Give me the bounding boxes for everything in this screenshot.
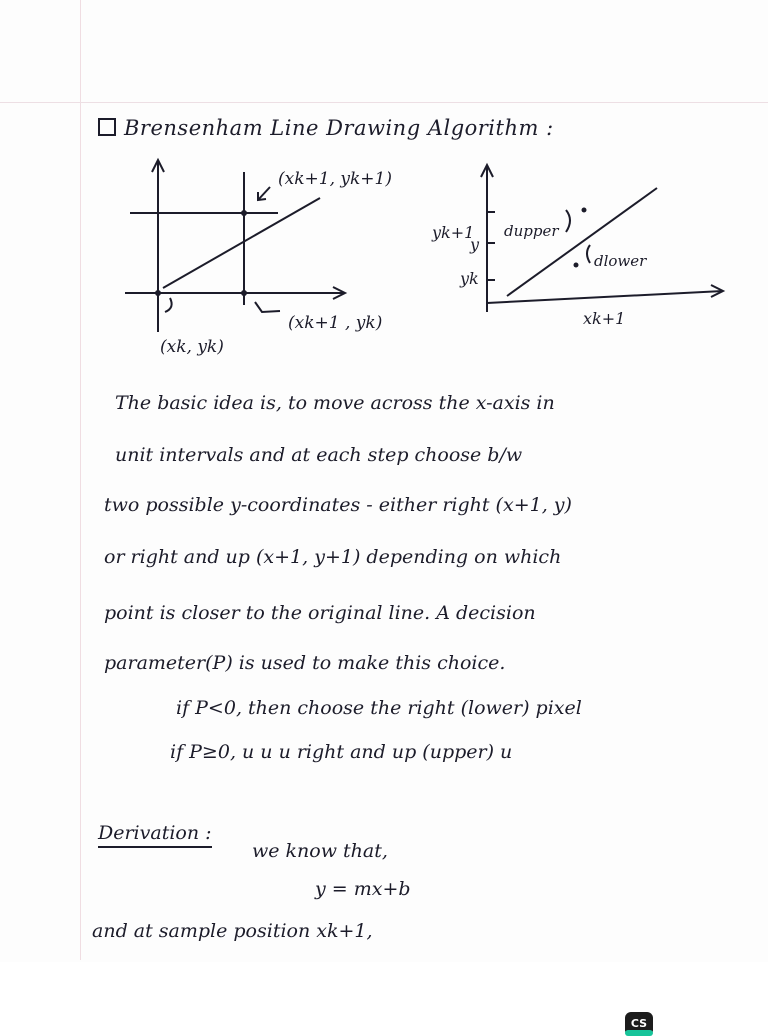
- label-dupper: dupper: [504, 222, 559, 240]
- brace-upper: [566, 210, 570, 232]
- arrow-origin-pointer: [165, 298, 172, 312]
- page-title: Brensenham Line Drawing Algorithm :: [98, 116, 554, 140]
- label-dlower: dlower: [594, 252, 647, 270]
- camscanner-logo-icon: [625, 1012, 653, 1036]
- derivation-heading: Derivation :: [98, 822, 212, 848]
- brand-label: CS: [630, 1017, 648, 1030]
- label-y: y: [470, 235, 480, 254]
- body-line-4: or right and up (x+1, y+1) depending on which: [104, 546, 562, 568]
- label-yk: yk: [460, 269, 479, 288]
- derivation-line-1: we know that,: [252, 840, 388, 862]
- derivation-equation: y = mx+b: [315, 878, 411, 900]
- body-line-2: unit intervals and at each step choose b/w: [115, 444, 523, 466]
- body-line-3: two possible y-coordinates - either right (x+1, y): [104, 494, 572, 516]
- body-line-1: The basic idea is, to move across the x-axis in: [115, 392, 555, 414]
- right-x-axis: [487, 291, 723, 303]
- arrow-top-pointer: [258, 187, 270, 200]
- right-line: [507, 188, 657, 296]
- brace-lower: [587, 245, 590, 263]
- body-line-8: if P≥0, u u u right and up (upper) u: [170, 741, 513, 763]
- upper-point: [241, 210, 247, 216]
- lower-pixel: [574, 263, 579, 268]
- body-line-6: parameter(P) is used to make this choice.: [104, 652, 506, 674]
- lower-point: [241, 290, 247, 296]
- label-right: (xk+1 , yk): [288, 313, 383, 333]
- label-yk1: yk+1: [432, 223, 475, 242]
- body-line-7: if P<0, then choose the right (lower) pixel: [176, 697, 582, 719]
- derivation-line-3: and at sample position xk+1,: [92, 920, 373, 942]
- arrow-right-pointer: [255, 302, 280, 312]
- body-line-5: point is closer to the original line. A decision: [104, 602, 536, 624]
- upper-pixel: [582, 208, 587, 213]
- label-top: (xk+1, yk+1): [278, 169, 392, 189]
- label-xk1: xk+1: [583, 309, 626, 328]
- label-origin: (xk, yk): [160, 337, 224, 357]
- origin-point: [155, 290, 161, 296]
